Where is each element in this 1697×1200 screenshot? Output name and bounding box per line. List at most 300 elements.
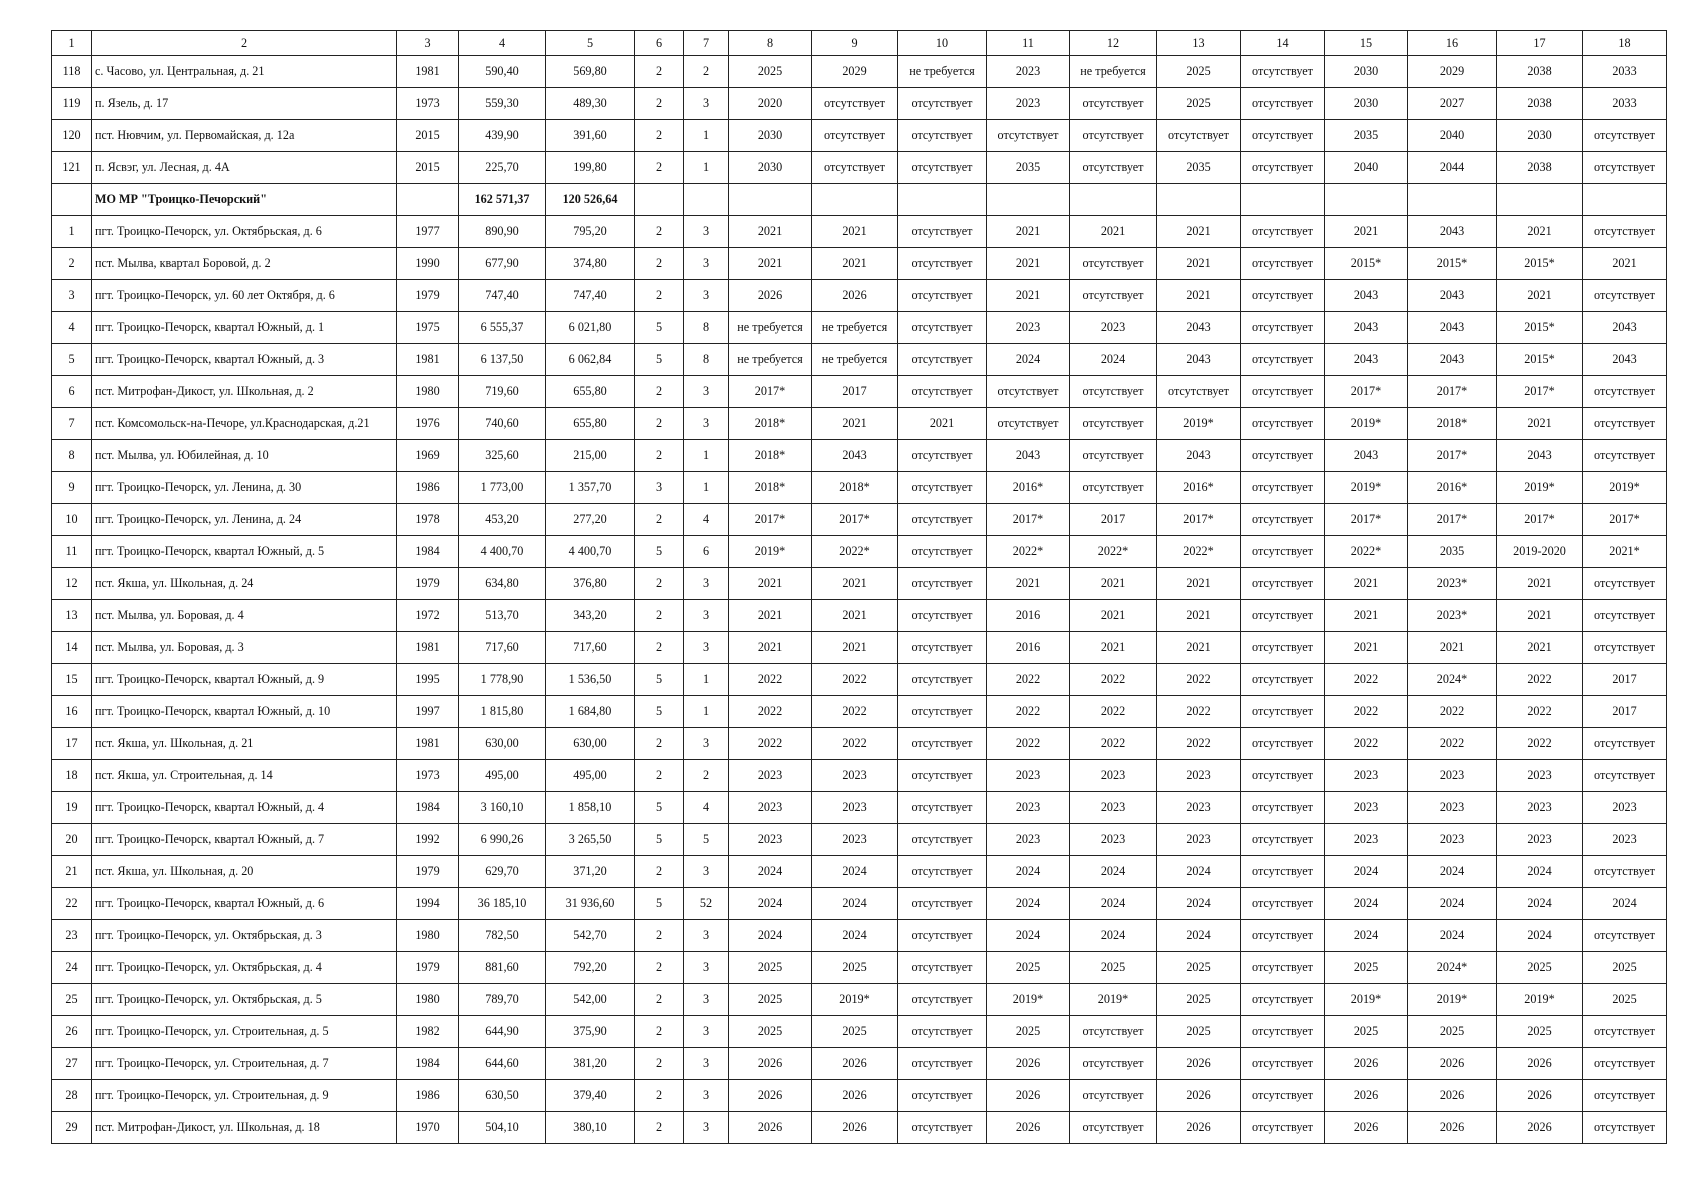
table-cell: отсутствует xyxy=(898,216,987,248)
table-cell: 2021 xyxy=(987,248,1070,280)
table-cell: 2043 xyxy=(1408,312,1497,344)
table-cell: 2022 xyxy=(729,728,812,760)
table-cell: отсутствует xyxy=(898,1048,987,1080)
table-cell: 2016* xyxy=(1408,472,1497,504)
table-cell: 2 xyxy=(635,920,684,952)
table-row xyxy=(52,856,1667,888)
table-cell: 2022 xyxy=(812,728,898,760)
table-cell: 2019* xyxy=(1497,984,1583,1016)
table-row xyxy=(52,760,1667,792)
table-cell: 2021 xyxy=(1157,632,1241,664)
table-cell: 655,80 xyxy=(546,376,635,408)
table-cell: отсутствует xyxy=(1241,312,1325,344)
table-cell: 3 160,10 xyxy=(459,792,546,824)
table-cell: 8 xyxy=(684,344,729,376)
table-cell: 162 571,37 xyxy=(459,184,546,216)
table-cell: 4 400,70 xyxy=(459,536,546,568)
column-number-cell: 5 xyxy=(546,31,635,56)
table-cell: 2024 xyxy=(987,888,1070,920)
table-cell: 52 xyxy=(684,888,729,920)
table-cell: 2 xyxy=(635,856,684,888)
table-cell: 2 xyxy=(635,1112,684,1144)
table-cell: 2038 xyxy=(1497,56,1583,88)
table-cell: отсутствует xyxy=(987,376,1070,408)
table-cell: отсутствует xyxy=(1241,792,1325,824)
table-cell: 2024* xyxy=(1408,664,1497,696)
table-cell: 2023 xyxy=(1408,792,1497,824)
table-cell: 1 536,50 xyxy=(546,664,635,696)
table-cell: отсутствует xyxy=(1241,152,1325,184)
table-cell: 1976 xyxy=(397,408,459,440)
table-cell: 2 xyxy=(635,1016,684,1048)
address-cell: пгт. Троицко-Печорск, ул. Строительная, д. 5 xyxy=(92,1016,397,1048)
table-cell: 2022 xyxy=(1408,728,1497,760)
table-cell: 2017 xyxy=(812,376,898,408)
table-cell: отсутствует xyxy=(1241,408,1325,440)
table-cell: 2026 xyxy=(812,1048,898,1080)
table-cell: 2024 xyxy=(1070,856,1157,888)
table-cell: отсутствует xyxy=(1583,600,1667,632)
table-cell: 2021 xyxy=(1325,632,1408,664)
table-cell: 2043 xyxy=(987,440,1070,472)
table-cell: 6 137,50 xyxy=(459,344,546,376)
table-cell: 3 xyxy=(684,632,729,664)
table-cell: 1981 xyxy=(397,632,459,664)
row-number-cell: 120 xyxy=(52,120,92,152)
table-cell: 3 xyxy=(684,376,729,408)
table-cell: 2024 xyxy=(1157,920,1241,952)
table-row xyxy=(52,984,1667,1016)
table-cell: 2026 xyxy=(1325,1080,1408,1112)
table-cell: отсутствует xyxy=(1583,568,1667,600)
table-cell: отсутствует xyxy=(1583,408,1667,440)
section-row xyxy=(52,184,1667,216)
row-number-cell: 19 xyxy=(52,792,92,824)
table-cell: 2043 xyxy=(1157,344,1241,376)
table-cell: 2025 xyxy=(812,1016,898,1048)
table-cell: 2025 xyxy=(987,1016,1070,1048)
table-cell: 2017* xyxy=(1408,376,1497,408)
table-cell xyxy=(729,184,812,216)
table-cell: 2023 xyxy=(1157,760,1241,792)
table-cell: отсутствует xyxy=(1241,856,1325,888)
table-cell: 2021 xyxy=(1157,600,1241,632)
table-cell: отсутствует xyxy=(898,696,987,728)
table-cell: отсутствует xyxy=(898,152,987,184)
table-cell: 2021 xyxy=(729,632,812,664)
row-number-cell: 119 xyxy=(52,88,92,120)
table-cell: 2025 xyxy=(1408,1016,1497,1048)
table-cell: 2043 xyxy=(1583,344,1667,376)
table-cell: 375,90 xyxy=(546,1016,635,1048)
table-cell: 2022* xyxy=(987,536,1070,568)
table-cell: 2024 xyxy=(987,344,1070,376)
column-number-cell: 14 xyxy=(1241,31,1325,56)
table-cell: 2026 xyxy=(987,1080,1070,1112)
table-cell: отсутствует xyxy=(898,920,987,952)
table-cell: отсутствует xyxy=(1241,344,1325,376)
table-cell: 1984 xyxy=(397,1048,459,1080)
table-cell: 1986 xyxy=(397,1080,459,1112)
table-cell: 6 990,26 xyxy=(459,824,546,856)
table-cell: 1 778,90 xyxy=(459,664,546,696)
table-cell: 2017 xyxy=(1583,664,1667,696)
table-cell: 2024 xyxy=(1070,920,1157,952)
table-cell: 1 357,70 xyxy=(546,472,635,504)
table-cell: 2026 xyxy=(1408,1080,1497,1112)
address-cell: п. Язель, д. 17 xyxy=(92,88,397,120)
table-cell: 1973 xyxy=(397,760,459,792)
table-cell: не требуется xyxy=(812,344,898,376)
table-cell: 2019* xyxy=(812,984,898,1016)
table-cell: 1 xyxy=(684,664,729,696)
table-cell: 2021 xyxy=(812,600,898,632)
address-cell: пст. Митрофан-Дикост, ул. Школьная, д. 18 xyxy=(92,1112,397,1144)
table-cell: отсутствует xyxy=(1157,120,1241,152)
table-cell: 5 xyxy=(635,824,684,856)
table-cell: отсутствует xyxy=(1070,88,1157,120)
table-cell: отсутствует xyxy=(1241,952,1325,984)
table-cell: 2022* xyxy=(812,536,898,568)
address-cell: пгт. Троицко-Печорск, ул. Октябрьская, д. 4 xyxy=(92,952,397,984)
table-cell: 2021 xyxy=(1157,568,1241,600)
row-number-cell: 9 xyxy=(52,472,92,504)
table-cell: 2043 xyxy=(1583,312,1667,344)
table-cell: 120 526,64 xyxy=(546,184,635,216)
table-cell: отсутствует xyxy=(1241,696,1325,728)
table-cell: 3 xyxy=(684,1112,729,1144)
table-cell: 2017* xyxy=(1325,504,1408,536)
table-cell: отсутствует xyxy=(898,664,987,696)
table-cell: отсутствует xyxy=(1070,248,1157,280)
table-cell: 2018* xyxy=(1408,408,1497,440)
table-cell: 1 684,80 xyxy=(546,696,635,728)
table-cell: 2024 xyxy=(1157,856,1241,888)
table-cell: 5 xyxy=(635,536,684,568)
table-cell: 3 xyxy=(684,88,729,120)
table-cell: 6 xyxy=(684,536,729,568)
table-cell: 36 185,10 xyxy=(459,888,546,920)
table-cell: отсутствует xyxy=(1070,1016,1157,1048)
table-cell: 2021 xyxy=(898,408,987,440)
table-cell: 2043 xyxy=(1157,312,1241,344)
table-cell: 2017* xyxy=(1583,504,1667,536)
table-cell: 2038 xyxy=(1497,88,1583,120)
table-cell: 325,60 xyxy=(459,440,546,472)
table-cell: 5 xyxy=(635,792,684,824)
table-cell xyxy=(812,184,898,216)
table-cell: 2026 xyxy=(987,1112,1070,1144)
table-cell: 2017* xyxy=(1325,376,1408,408)
table-cell: 2022* xyxy=(1157,536,1241,568)
table-cell: 2026 xyxy=(1497,1112,1583,1144)
table-cell: 5 xyxy=(635,344,684,376)
table-cell xyxy=(1497,184,1583,216)
table-cell: 2026 xyxy=(1157,1112,1241,1144)
table-cell: отсутствует xyxy=(898,984,987,1016)
row-number-cell: 24 xyxy=(52,952,92,984)
table-cell: отсутствует xyxy=(898,440,987,472)
address-cell: пст. Мылва, квартал Боровой, д. 2 xyxy=(92,248,397,280)
table-cell: отсутствует xyxy=(1241,664,1325,696)
table-cell: 2 xyxy=(635,1048,684,1080)
table-cell: 2022 xyxy=(987,664,1070,696)
table-cell: 2 xyxy=(635,88,684,120)
table-cell: 2021 xyxy=(987,280,1070,312)
table-row xyxy=(52,440,1667,472)
row-number-cell: 11 xyxy=(52,536,92,568)
table-cell: 2023 xyxy=(812,760,898,792)
column-number-cell: 13 xyxy=(1157,31,1241,56)
table-cell: 2 xyxy=(635,152,684,184)
address-cell: пгт. Троицко-Печорск, ул. Октябрьская, д. 5 xyxy=(92,984,397,1016)
table-cell: 2 xyxy=(635,280,684,312)
row-number-cell: 121 xyxy=(52,152,92,184)
table-cell: отсутствует xyxy=(1583,1048,1667,1080)
table-cell: 2016* xyxy=(1157,472,1241,504)
column-number-cell: 1 xyxy=(52,31,92,56)
table-cell: 225,70 xyxy=(459,152,546,184)
table-cell: отсутствует xyxy=(1070,376,1157,408)
table-cell: 2026 xyxy=(987,1048,1070,1080)
table-cell: 1973 xyxy=(397,88,459,120)
table-cell: 1969 xyxy=(397,440,459,472)
column-number-cell: 4 xyxy=(459,31,546,56)
table-row xyxy=(52,632,1667,664)
table-cell: 374,80 xyxy=(546,248,635,280)
table-cell: 2015* xyxy=(1408,248,1497,280)
table-cell: отсутствует xyxy=(1583,856,1667,888)
row-number-cell xyxy=(52,184,92,216)
column-number-row xyxy=(52,31,1667,56)
table-cell: 371,20 xyxy=(546,856,635,888)
row-number-cell: 16 xyxy=(52,696,92,728)
table-row xyxy=(52,664,1667,696)
table-row xyxy=(52,1016,1667,1048)
table-cell: отсутствует xyxy=(1241,536,1325,568)
table-cell: 2023 xyxy=(1070,760,1157,792)
table-cell: 380,10 xyxy=(546,1112,635,1144)
table-cell: отсутствует xyxy=(1241,280,1325,312)
table-cell: 2026 xyxy=(1325,1112,1408,1144)
table-cell: 4 400,70 xyxy=(546,536,635,568)
table-cell: 2017* xyxy=(1408,440,1497,472)
address-cell: МО МР "Троицко-Печорский" xyxy=(92,184,397,216)
table-cell: 2023 xyxy=(1497,760,1583,792)
table-cell: 2021 xyxy=(1325,216,1408,248)
table-cell: 2021 xyxy=(729,248,812,280)
table-cell: 2015 xyxy=(397,120,459,152)
table-cell: 381,20 xyxy=(546,1048,635,1080)
row-number-cell: 15 xyxy=(52,664,92,696)
table-cell: отсутствует xyxy=(1241,568,1325,600)
table-cell: 2043 xyxy=(812,440,898,472)
table-cell: отсутствует xyxy=(1583,1080,1667,1112)
table-cell: 2030 xyxy=(1325,56,1408,88)
address-cell: пгт. Троицко-Печорск, квартал Южный, д. 4 xyxy=(92,792,397,824)
table-cell: 2019* xyxy=(1497,472,1583,504)
table-cell: отсутствует xyxy=(898,344,987,376)
address-cell: пст. Митрофан-Дикост, ул. Школьная, д. 2 xyxy=(92,376,397,408)
address-cell: пст. Мылва, ул. Боровая, д. 3 xyxy=(92,632,397,664)
address-cell: пгт. Троицко-Печорск, квартал Южный, д. 6 xyxy=(92,888,397,920)
table-cell: 1986 xyxy=(397,472,459,504)
table-cell: 2023 xyxy=(987,824,1070,856)
table-row xyxy=(52,728,1667,760)
table-cell: 2043 xyxy=(1325,280,1408,312)
table-cell: 2021 xyxy=(1070,568,1157,600)
table-cell: 391,60 xyxy=(546,120,635,152)
table-cell: 2021 xyxy=(1497,600,1583,632)
table-cell: 2023 xyxy=(1070,312,1157,344)
table-cell: 2024 xyxy=(987,856,1070,888)
table-cell: 5 xyxy=(635,696,684,728)
table-body xyxy=(52,31,1667,1144)
table-cell: отсутствует xyxy=(898,472,987,504)
address-cell: пгт. Троицко-Печорск, ул. Октябрьская, д. 6 xyxy=(92,216,397,248)
table-cell: 2043 xyxy=(1497,440,1583,472)
table-cell: 2021 xyxy=(729,216,812,248)
table-row xyxy=(52,1080,1667,1112)
table-cell: 2023 xyxy=(987,56,1070,88)
table-cell: 2026 xyxy=(729,1080,812,1112)
table-cell: 5 xyxy=(635,888,684,920)
table-cell: 2024 xyxy=(1157,888,1241,920)
table-cell: не требуется xyxy=(729,312,812,344)
table-row xyxy=(52,408,1667,440)
table-cell: 2029 xyxy=(1408,56,1497,88)
table-cell: 2019* xyxy=(1583,472,1667,504)
table-cell: 2023 xyxy=(1325,792,1408,824)
table-cell: 2021 xyxy=(1070,600,1157,632)
table-cell: отсутствует xyxy=(812,120,898,152)
table-cell: отсутствует xyxy=(1583,152,1667,184)
table-cell: 1997 xyxy=(397,696,459,728)
table-cell: 2021 xyxy=(1408,632,1497,664)
table-cell: 795,20 xyxy=(546,216,635,248)
table-cell: 2021 xyxy=(729,568,812,600)
table-cell: 2023 xyxy=(1497,792,1583,824)
address-cell: пгт. Троицко-Печорск, ул. Ленина, д. 30 xyxy=(92,472,397,504)
table-cell: 2 xyxy=(684,56,729,88)
table-cell: 5 xyxy=(635,312,684,344)
table-cell: отсутствует xyxy=(1241,984,1325,1016)
table-cell: отсутствует xyxy=(1583,376,1667,408)
table-cell xyxy=(987,184,1070,216)
table-cell: 2022 xyxy=(1325,664,1408,696)
table-cell: 740,60 xyxy=(459,408,546,440)
table-cell xyxy=(1070,184,1157,216)
row-number-cell: 23 xyxy=(52,920,92,952)
table-cell xyxy=(1408,184,1497,216)
table-cell: отсутствует xyxy=(1583,216,1667,248)
table-cell: 2024 xyxy=(812,856,898,888)
table-cell: 2023 xyxy=(1408,760,1497,792)
column-number-cell: 11 xyxy=(987,31,1070,56)
table-cell: 2025 xyxy=(1325,1016,1408,1048)
column-number-cell: 12 xyxy=(1070,31,1157,56)
table-cell: отсутствует xyxy=(1583,440,1667,472)
table-cell: 2020 xyxy=(729,88,812,120)
table-cell: 2015* xyxy=(1497,248,1583,280)
table-cell: отсутствует xyxy=(1070,1080,1157,1112)
table-cell: 2 xyxy=(635,248,684,280)
table-cell: 2026 xyxy=(1157,1080,1241,1112)
table-cell: 2035 xyxy=(1325,120,1408,152)
row-number-cell: 25 xyxy=(52,984,92,1016)
table-cell: отсутствует xyxy=(1241,1112,1325,1144)
table-cell: 630,00 xyxy=(546,728,635,760)
address-cell: пст. Мылва, ул. Юбилейная, д. 10 xyxy=(92,440,397,472)
table-row xyxy=(52,696,1667,728)
table-cell: 2023 xyxy=(1157,792,1241,824)
table-cell: 1979 xyxy=(397,952,459,984)
table-cell: 2 xyxy=(635,568,684,600)
table-cell: 2023 xyxy=(1325,760,1408,792)
row-number-cell: 6 xyxy=(52,376,92,408)
table-cell: отсутствует xyxy=(898,280,987,312)
table-cell: отсутствует xyxy=(1583,280,1667,312)
table-row xyxy=(52,1048,1667,1080)
table-cell: 2025 xyxy=(1583,984,1667,1016)
table-cell: 4 xyxy=(684,792,729,824)
row-number-cell: 10 xyxy=(52,504,92,536)
table-cell: 2022 xyxy=(1157,696,1241,728)
table-cell: 2 xyxy=(635,728,684,760)
table-cell: 2025 xyxy=(1157,56,1241,88)
column-number-cell: 9 xyxy=(812,31,898,56)
table-cell: 513,70 xyxy=(459,600,546,632)
table-cell: 2017* xyxy=(729,504,812,536)
table-cell: 2023* xyxy=(1408,600,1497,632)
table-cell: 3 xyxy=(684,984,729,1016)
table-cell: 4 xyxy=(684,504,729,536)
table-cell: 2022* xyxy=(1325,536,1408,568)
table-cell: 2025 xyxy=(1583,952,1667,984)
table-cell: 644,60 xyxy=(459,1048,546,1080)
table-cell: 2021 xyxy=(1070,216,1157,248)
table-cell: 2019-2020 xyxy=(1497,536,1583,568)
table-cell: 2 xyxy=(635,984,684,1016)
table-cell: отсутствует xyxy=(987,408,1070,440)
table-cell: 2 xyxy=(635,504,684,536)
table-cell: 2017 xyxy=(1583,696,1667,728)
table-cell: 2017* xyxy=(1497,376,1583,408)
table-cell: 2023 xyxy=(1583,824,1667,856)
table-cell: 453,20 xyxy=(459,504,546,536)
table-cell xyxy=(684,184,729,216)
table-cell: 2021 xyxy=(1497,568,1583,600)
table-cell: отсутствует xyxy=(1583,728,1667,760)
table-cell: 2027 xyxy=(1408,88,1497,120)
table-cell: 655,80 xyxy=(546,408,635,440)
table-cell: 2022 xyxy=(729,664,812,696)
table-cell: 8 xyxy=(684,312,729,344)
table-cell: 2019* xyxy=(1325,984,1408,1016)
table-cell: 504,10 xyxy=(459,1112,546,1144)
table-cell: 2023 xyxy=(987,760,1070,792)
table-cell: не требуется xyxy=(1070,56,1157,88)
row-number-cell: 22 xyxy=(52,888,92,920)
table-cell: 2026 xyxy=(729,1048,812,1080)
column-number-cell: 7 xyxy=(684,31,729,56)
table-cell: отсутствует xyxy=(1241,504,1325,536)
table-row xyxy=(52,344,1667,376)
table-cell: 6 555,37 xyxy=(459,312,546,344)
table-cell: 6 062,84 xyxy=(546,344,635,376)
table-row xyxy=(52,248,1667,280)
table-cell: 2024 xyxy=(1070,344,1157,376)
